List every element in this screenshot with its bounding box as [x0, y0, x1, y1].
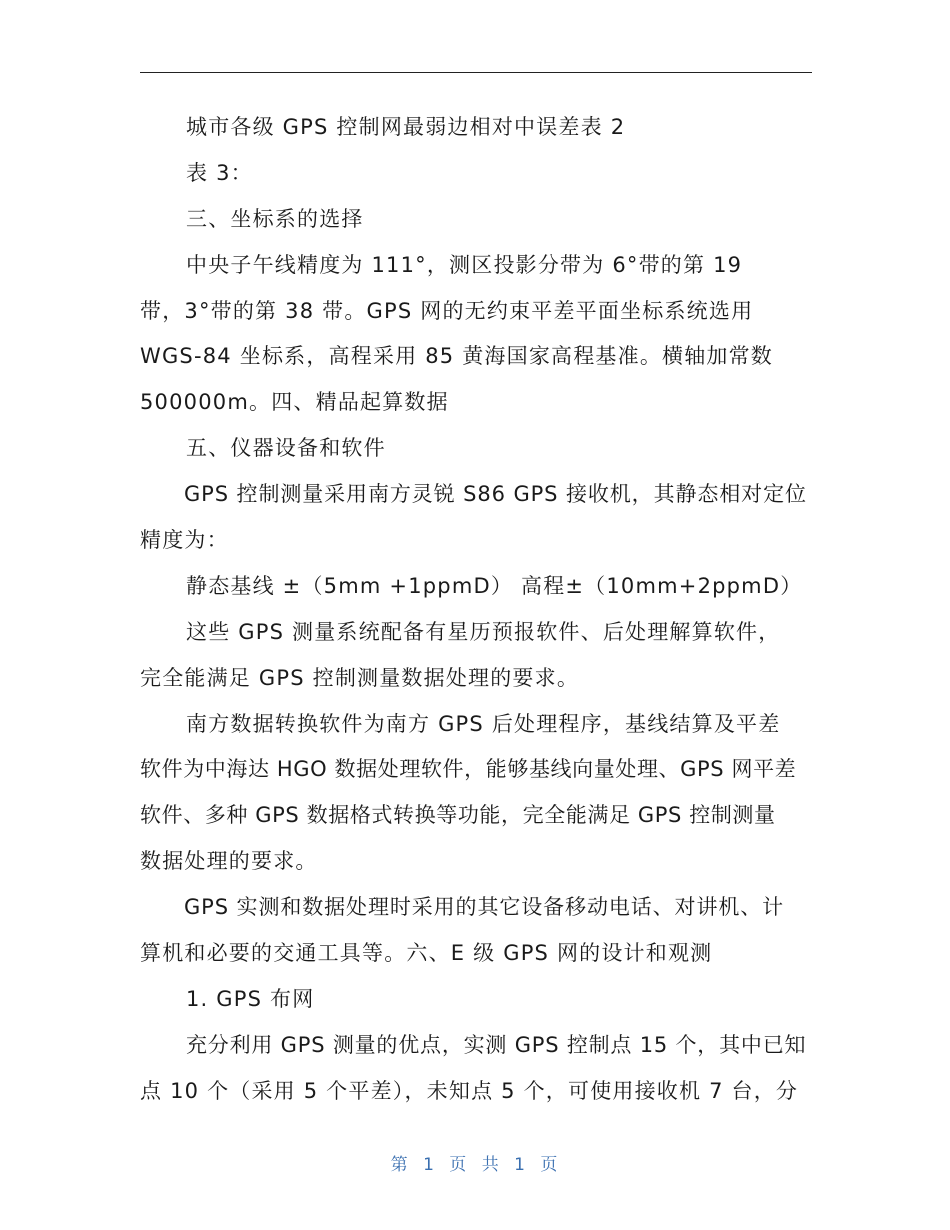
text-line: 软件为中海达 HGO 数据处理软件，能够基线向量处理、GPS 网平差 — [140, 757, 797, 782]
text-line: 点 10 个（采用 5 个平差），未知点 5 个，可使用接收机 7 台，分 — [140, 1078, 799, 1103]
current-page-number: 1 — [423, 1155, 436, 1175]
text-line: 带，3°带的第 38 带。GPS 网的无约束平差平面坐标系统选用 — [140, 298, 754, 323]
total-label: 共 — [481, 1155, 501, 1175]
text-line: GPS 控制测量采用南方灵锐 S86 GPS 接收机，其静态相对定位 — [184, 482, 807, 507]
text-line: 南方数据转换软件为南方 GPS 后处理程序，基线结算及平差 — [186, 711, 781, 736]
total-pages-number: 1 — [514, 1155, 527, 1175]
header-divider — [140, 72, 812, 73]
text-line: 数据处理的要求。 — [140, 849, 318, 874]
text-line: 软件、多种 GPS 数据格式转换等功能，完全能满足 GPS 控制测量 — [140, 803, 776, 828]
text-line: 500000m。四、精品起算数据 — [140, 390, 449, 415]
section-heading: 1. GPS 布网 — [186, 986, 315, 1011]
document-body — [140, 105, 812, 1115]
page-footer — [0, 1150, 950, 1175]
text-line: 算机和必要的交通工具等。六、E 级 GPS 网的设计和观测 — [140, 941, 713, 966]
text-line: 完全能满足 GPS 控制测量数据处理的要求。 — [140, 665, 580, 690]
text-line: 表 3： — [186, 160, 253, 185]
section-heading: 五、仪器设备和软件 — [186, 436, 386, 461]
page-unit: 页 — [449, 1155, 469, 1175]
total-unit: 页 — [540, 1155, 560, 1175]
text-line: 充分利用 GPS 测量的优点，实测 GPS 控制点 15 个，其中已知 — [186, 1032, 807, 1057]
text-line: GPS 实测和数据处理时采用的其它设备移动电话、对讲机、计 — [184, 895, 785, 920]
text-line: WGS-84 坐标系，高程采用 85 黄海国家高程基准。横轴加常数 — [140, 344, 774, 369]
text-line: 城市各级 GPS 控制网最弱边相对中误差表 2 — [186, 115, 626, 139]
page-label: 第 — [390, 1155, 410, 1175]
text-line: 这些 GPS 测量系统配备有星历预报软件、后处理解算软件， — [186, 619, 781, 644]
text-line: 静态基线 ±（5mm +1ppmD） 高程±（10mm+2ppmD） — [186, 573, 803, 598]
text-line: 精度为： — [140, 528, 229, 553]
text-line: 中央子午线精度为 111°，测区投影分带为 6°带的第 19 — [186, 252, 743, 277]
section-heading: 三、坐标系的选择 — [186, 206, 364, 231]
